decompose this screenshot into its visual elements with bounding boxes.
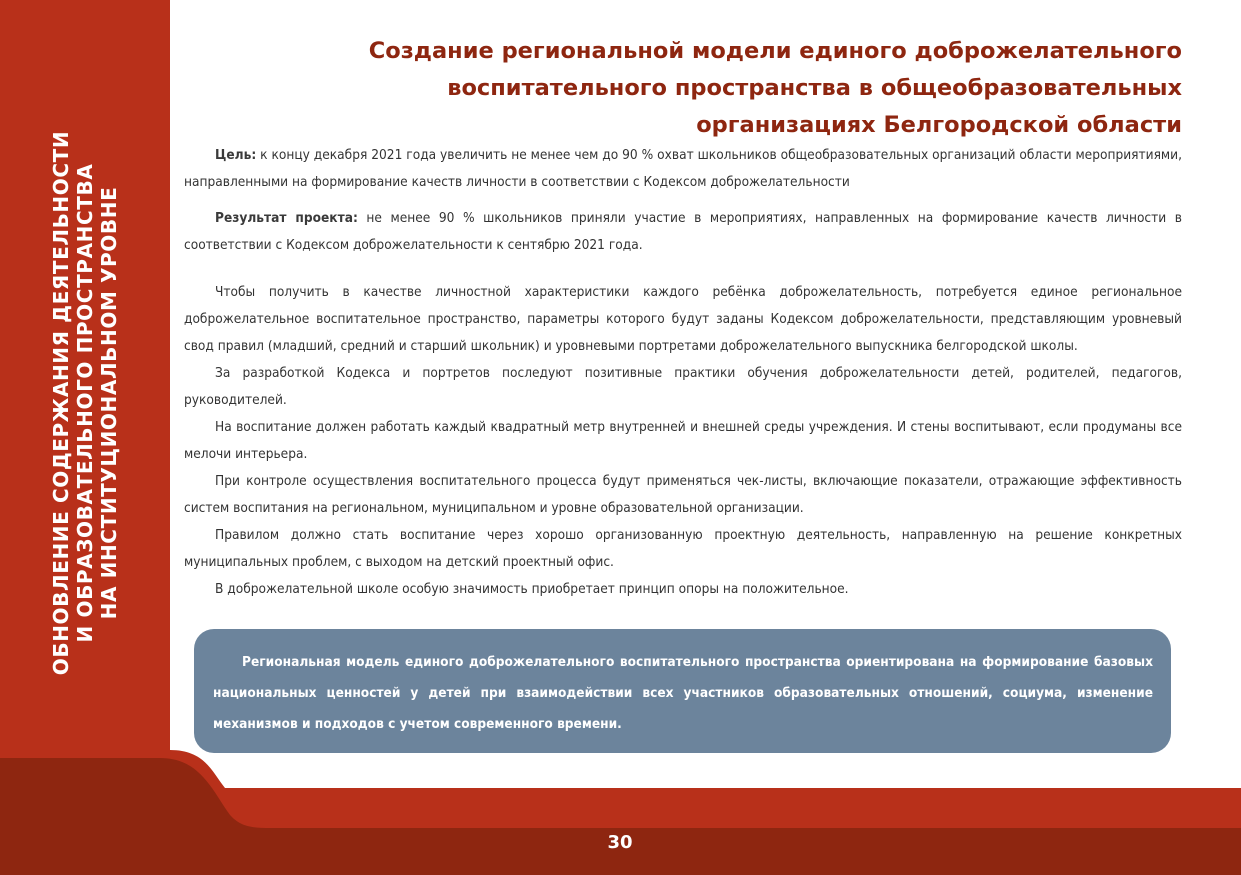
sidebar-section-title bbox=[49, 53, 121, 753]
body-paragraph: На воспитание должен работать каждый квадратный метр внутренней и внешней среды учреждения. И стены воспитывают, если продуманы все мелочи интерьера. bbox=[184, 419, 1182, 462]
result-paragraph bbox=[184, 205, 1182, 259]
page-title-line-1: Создание региональной модели единого доброжелательного bbox=[368, 38, 1182, 64]
sidebar bbox=[0, 0, 170, 875]
page-number: 30 bbox=[607, 832, 633, 853]
goal-text: к концу декабря 2021 года увеличить не менее чем до 90 % охват школьников общеобразовательных организаций области мероприятиями, направленными на формирование качеств личности в соответствии с Кодексом доброжелательности bbox=[184, 147, 1182, 190]
page-title bbox=[322, 33, 1182, 144]
goal-paragraph bbox=[184, 142, 1182, 196]
goal-label: Цель: bbox=[215, 147, 257, 163]
callout-text: Региональная модель единого доброжелательного воспитательного пространства ориентирована на формирование базовых национальных ценностей у детей при взаимодействии всех участников образовательных отношений, социума, изменение механизмов и подходов с учетом современного времени. bbox=[213, 654, 1153, 732]
body-paragraph: В доброжелательной школе особую значимость приобретает принцип опоры на положительное. bbox=[215, 581, 849, 597]
page-title-line-2: воспитательного пространства в общеобразовательных bbox=[447, 75, 1182, 101]
callout-box bbox=[194, 629, 1171, 753]
result-label: Результат проекта: bbox=[215, 210, 358, 226]
footer-band bbox=[0, 750, 1241, 875]
page-title-line-3: организациях Белгородской области bbox=[696, 112, 1182, 138]
body-paragraph: Правилом должно стать воспитание через хорошо организованную проектную деятельность, направленную на решение конкретных муниципальных проблем, с выходом на детский проектный офис. bbox=[184, 527, 1182, 570]
sidebar-title-line-3: НА ИНСТИТУЦИОНАЛЬНОМ УРОВНЕ bbox=[97, 186, 121, 620]
sidebar-title-line-1: ОБНОВЛЕНИЕ СОДЕРЖАНИЯ ДЕЯТЕЛЬНОСТИ bbox=[49, 130, 73, 676]
body-text bbox=[184, 142, 1182, 603]
body-paragraph: Чтобы получить в качестве личностной характеристики каждого ребёнка доброжелательность, потребуется единое региональное доброжелательное воспитательное пространство, параметры которого будут заданы Кодексом доброжелательности, представляющим уровневый свод правил (младший, средний и старший школьник) и уровневыми портретами доброжелательного выпускника белгородской школы. bbox=[184, 284, 1182, 354]
sidebar-title-line-2: И ОБРАЗОВАТЕЛЬНОГО ПРОСТРАНСТВА bbox=[73, 163, 97, 643]
body-paragraph: При контроле осуществления воспитательного процесса будут применяться чек-листы, включающие показатели, отражающие эффективность систем воспитания на региональном, муниципальном и уровне образовательной организации. bbox=[184, 473, 1182, 516]
result-text: не менее 90 % школьников приняли участие в мероприятиях, направленных на формирование качеств личности в соответствии с Кодексом доброжелательности к сентябрю 2021 года. bbox=[184, 210, 1182, 253]
body-paragraph: За разработкой Кодекса и портретов последуют позитивные практики обучения доброжелательности детей, родителей, педагогов, руководителей. bbox=[184, 365, 1182, 408]
